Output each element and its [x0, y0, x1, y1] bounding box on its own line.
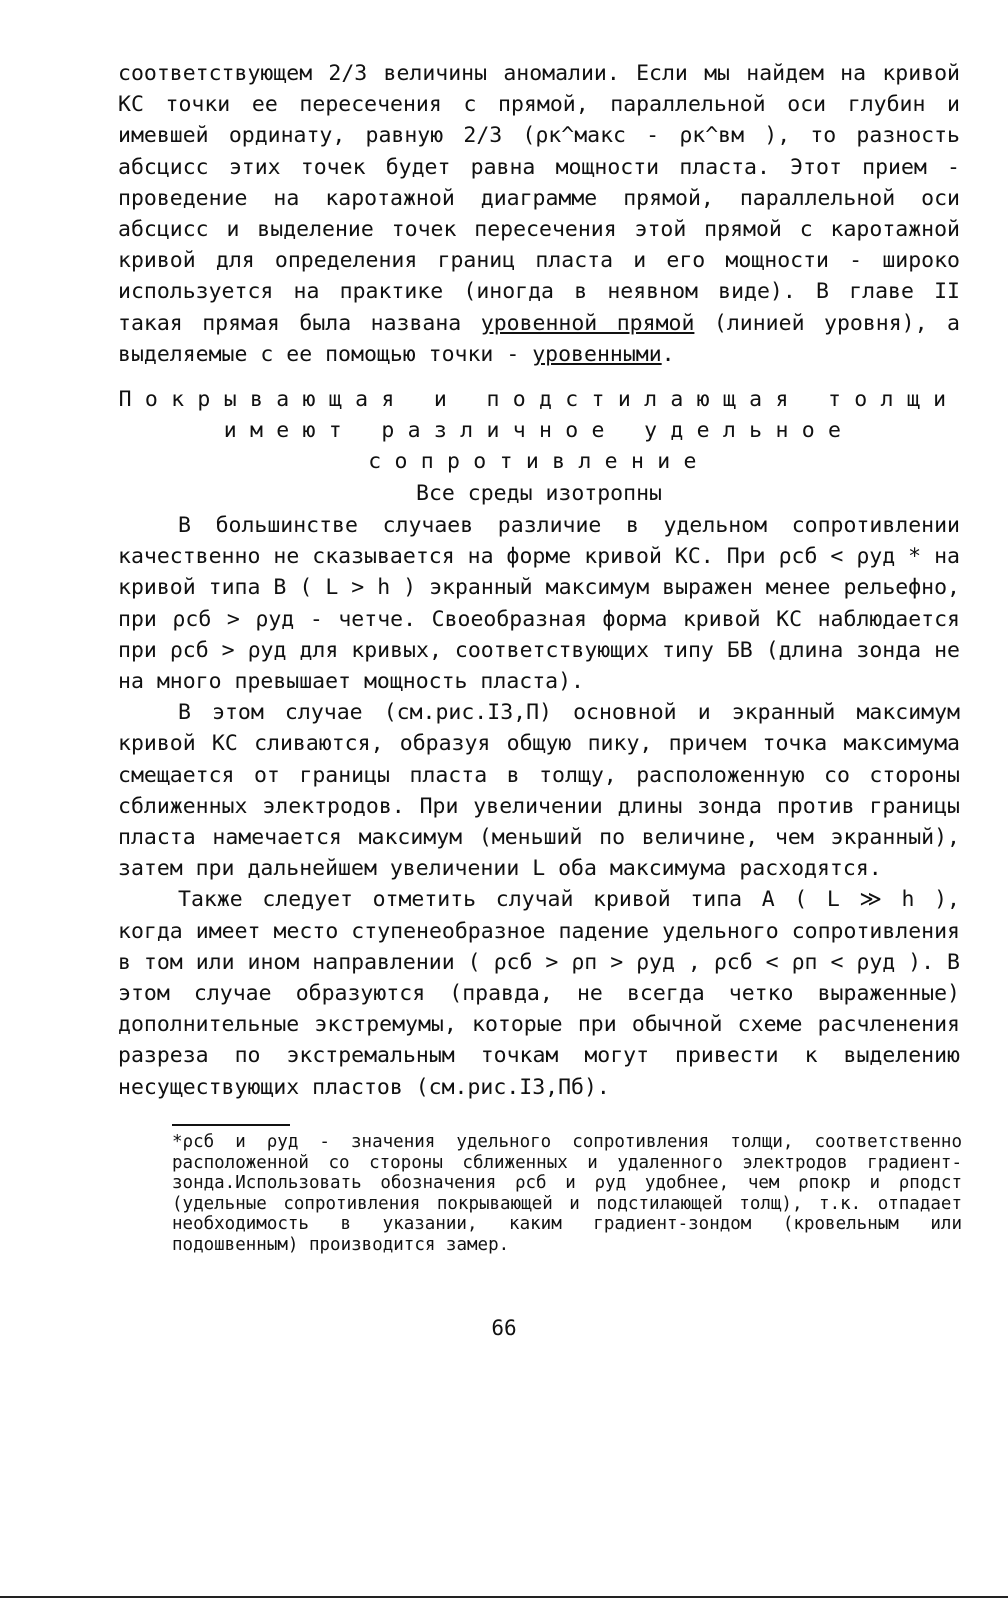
paragraph-2: В большинстве случаев различие в удельном сопротивлении качественно не сказывается на форме кривой КС. При ρсб < ρуд * на кривой типа В ( L > h ) экранный максимум выражен менее рельефно, при ρсб > ρуд - четче. Своеобразная форма кривой КС наблюдается при ρсб > ρуд для кривых, соответствующих типу БВ (длина зонда не на много превышает мощность пласта).: [118, 513, 960, 695]
paragraph-3: В этом случае (см.рис.I3,П) основной и экранный максимум кривой КС сливаются, образуя общую пику, причем точка максимума смещается от границы пласта в толщу, расположенную со стороны сближенных электродов. При увеличении длины зонда против границы пласта намечается максимум (меньший по величине, чем экранный), затем при дальнейшем увеличении L оба максимума расходятся.: [118, 700, 960, 882]
section-heading: [118, 384, 960, 509]
paragraph-intro: соответствующем 2/3 величины аномалии. Если мы найдем на кривой КС точки ее пересечения с прямой, параллельной оси глубин и имевшей ординату, равную 2/3 (ρк^макс - ρк^вм ), то разность абсцисс этих точек будет равна мощности пласта. Этот прием - проведение на каротажной диаграмме прямой, параллельной оси абсцисс и выделение точек пересечения этой прямой с каротажной кривой для определения границ пласта и его мощности - широко используется на практике (иногда в неявном виде). В главе II такая прямая была названа уровенной прямой (линией уровня), а выделяемые с ее помощью точки - уровенными.: [118, 61, 960, 367]
heading-line-3: сопротивление: [368, 449, 710, 475]
page-number: 66: [491, 1316, 517, 1340]
intro-text-mid: (линией уровня), а выделяемые с ее помощью точки -: [118, 310, 960, 367]
scan-edge-line: [0, 1596, 1008, 1598]
paragraph-4: Также следует отметить случай кривой типа А ( L ≫ h ), когда имеет место ступенеобразное падение удельного сопротивления в том или ином направлении ( ρсб > ρп > ρуд , ρсб < ρп < ρуд ). В этом случае образуются (правда, не всегда четко выраженные) дополнительные экстремумы, которые при обычной схеме расчленения разреза по экстремальным точкам могут привести к выделению несуществующих пластов (см.рис.I3,Пб).: [118, 887, 960, 1100]
intro-text: соответствующем 2/3 величины аномалии. Если мы найдем на кривой КС точки ее пересечения с прямой, параллельной оси глубин и имевшей ординату, равную 2/3 (ρк^макс - ρк^вм ), то разность абсцисс этих точек будет равна мощности пласта. Этот прием - проведение на каротажной диаграмме прямой, параллельной оси абсцисс и выделение точек пересечения этой прямой с каротажной кривой для определения границ пласта и его мощности - широко используется на практике (иногда в неявном виде). В главе II такая прямая была названа: [118, 61, 960, 336]
term-level-points: уровенными: [532, 341, 662, 367]
heading-line-2: имеют различное удельное: [223, 418, 855, 444]
heading-subtitle: Все среды изотропны: [416, 480, 662, 506]
heading-line-1: Покрывающая и подстилающая толщи: [118, 387, 960, 412]
body-paragraphs: [118, 510, 960, 1103]
footnote: *ρсб и ρуд - значения удельного сопротивления толщи, соответственно расположенной со стороны сближенных и удаленного электродов градиент-зонда.Использовать обозначения ρсб и ρуд удобнее, чем ρпокр и ρподст (удельные сопротивления покрывающей и подстилающей толщ), т.к. отпадает необходимость в указании, каким градиент-зондом (кровельным или подошвенным) производится замер.: [172, 1132, 962, 1255]
term-level-line: уровенной прямой: [480, 310, 695, 336]
footnote-divider: [172, 1124, 290, 1126]
